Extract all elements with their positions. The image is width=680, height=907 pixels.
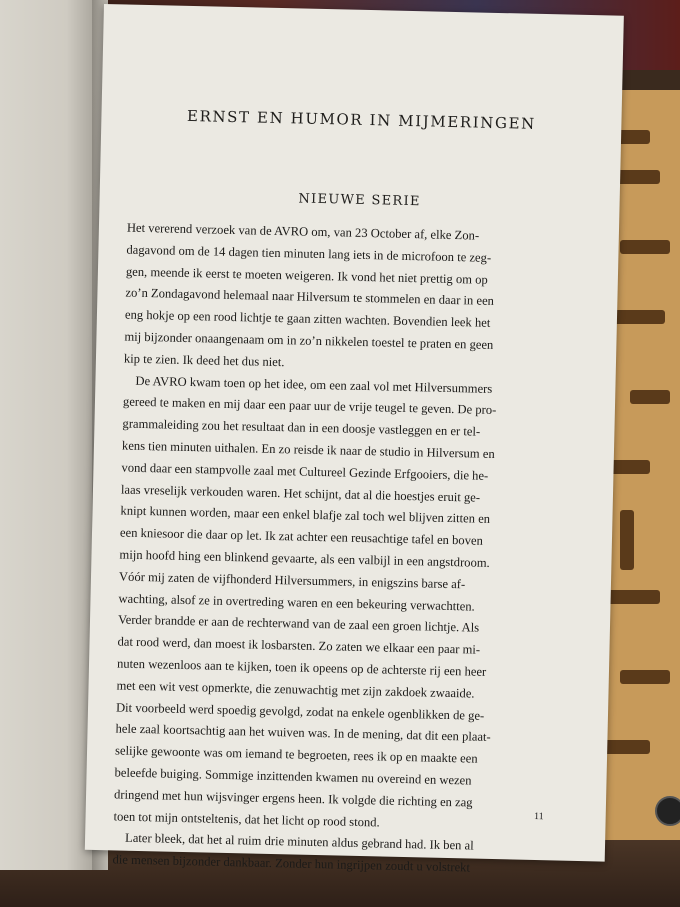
text-line: toen tot mijn ontsteltenis, dat het licht op rood stond. [113, 808, 380, 829]
section-subtitle: NIEUWE SERIE [298, 191, 421, 210]
left-page [0, 0, 95, 870]
text-line: wachting, alsof ze in overtreding waren en een bekeuring verwachtten. [118, 591, 475, 614]
text-line: mij bijzonder onaangenaam om in zo’n nikkelen toestel te praten en geen [124, 329, 494, 352]
text-line: kens tien minuten uithalen. En zo reisde ik naar de studio in Hilversum en [121, 438, 495, 461]
book-page [85, 4, 624, 875]
text-line: Verder brandde er aan de rechterwand van de zaal een groen lichtje. Als [117, 612, 480, 636]
text-line: Dit voorbeeld werd spoedig gevolgd, zodat na enkele ogenblikken de ge- [115, 699, 485, 723]
text-line: Later bleek, dat het al ruim drie minuten aldus gebrand had. Ik ben al [124, 831, 474, 853]
text-line: met een wit vest opmerkte, die zenuwachtig met zijn zakdoek zwaaide. [116, 678, 475, 701]
text-line: een kniesoor die daar op let. Ik zat achter een reusachtige tafel en boven [119, 525, 484, 548]
text-line: dringend met hun wijsvinger ergens heen. Ik volgde die richting en zag [113, 787, 473, 810]
text-line: kip te zien. Ik deed het dus niet. [123, 351, 285, 369]
text-line: eng hokje op een rood lichtje te gaan zitten wachten. Bovendien leek het [124, 307, 491, 331]
text-line: hele zaal koortsachtig aan het wuiven was. In de mening, dat dit een plaat- [115, 721, 491, 745]
text-line: gen, meende ik eerst te moeten weigeren. Ik vond het niet prettig om op [125, 264, 488, 287]
text-line: Het vererend verzoek van de AVRO om, van 23 October af, elke Zon- [126, 220, 480, 243]
text-line: Vóór mij zaten de vijfhonderd Hilversummers, in enigszins barse af- [118, 569, 466, 592]
text-line: De AVRO kwam toen op het idee, om een zaal vol met Hilversummers [135, 373, 493, 396]
text-line: beleefde buiging. Sommige inzittenden kwamen nu overeind en wezen [114, 765, 472, 788]
text-line: gereed te maken en mij daar een paar uur de vrije teugel te geven. De pro- [122, 394, 497, 418]
text-line: selijke gewoonte was om iemand te begroeten, rees ik op en maakte een [114, 743, 478, 766]
chapter-title: ERNST EN HUMOR IN MIJMERINGEN [186, 106, 537, 133]
text-line: dat rood werd, dan moest ik losbarsten. Zo zaten we elkaar een paar mi- [117, 634, 481, 657]
stand-knob [655, 796, 680, 826]
text-line: vond daar een stampvolle zaal met Cultureel Gezinde Erfgooiers, die he- [121, 460, 489, 483]
page-number: 11 [533, 810, 544, 823]
text-line: mijn hoofd hing een blinkend gevaarte, als een valbijl in een angstdroom. [119, 547, 490, 570]
text-line: die mensen bijzonder dankbaar. Zonder hun ingrijpen zoudt u volstrekt [112, 852, 471, 875]
text-line: dagavond om de 14 dagen tien minuten lang iets in de microfoon te zeg- [126, 242, 492, 265]
body-text [112, 218, 567, 882]
text-line: zo’n Zondagavond helemaal naar Hilversum te stommelen en daar in een [125, 285, 495, 309]
text-line: grammaleiding zou het resultaat dan in een doosje vastleggen en er tel- [122, 416, 481, 439]
text-line: knipt kunnen worden, maar een enkel blafje zal toch wel blijven zitten en [120, 503, 491, 527]
text-line: nuten wezenloos aan te kijken, toen ik opeens op de achterste rij een heer [116, 656, 487, 679]
text-line: laas vreselijk verkouden waren. Het schijnt, dat al die hoestjes eruit ge- [120, 482, 481, 505]
